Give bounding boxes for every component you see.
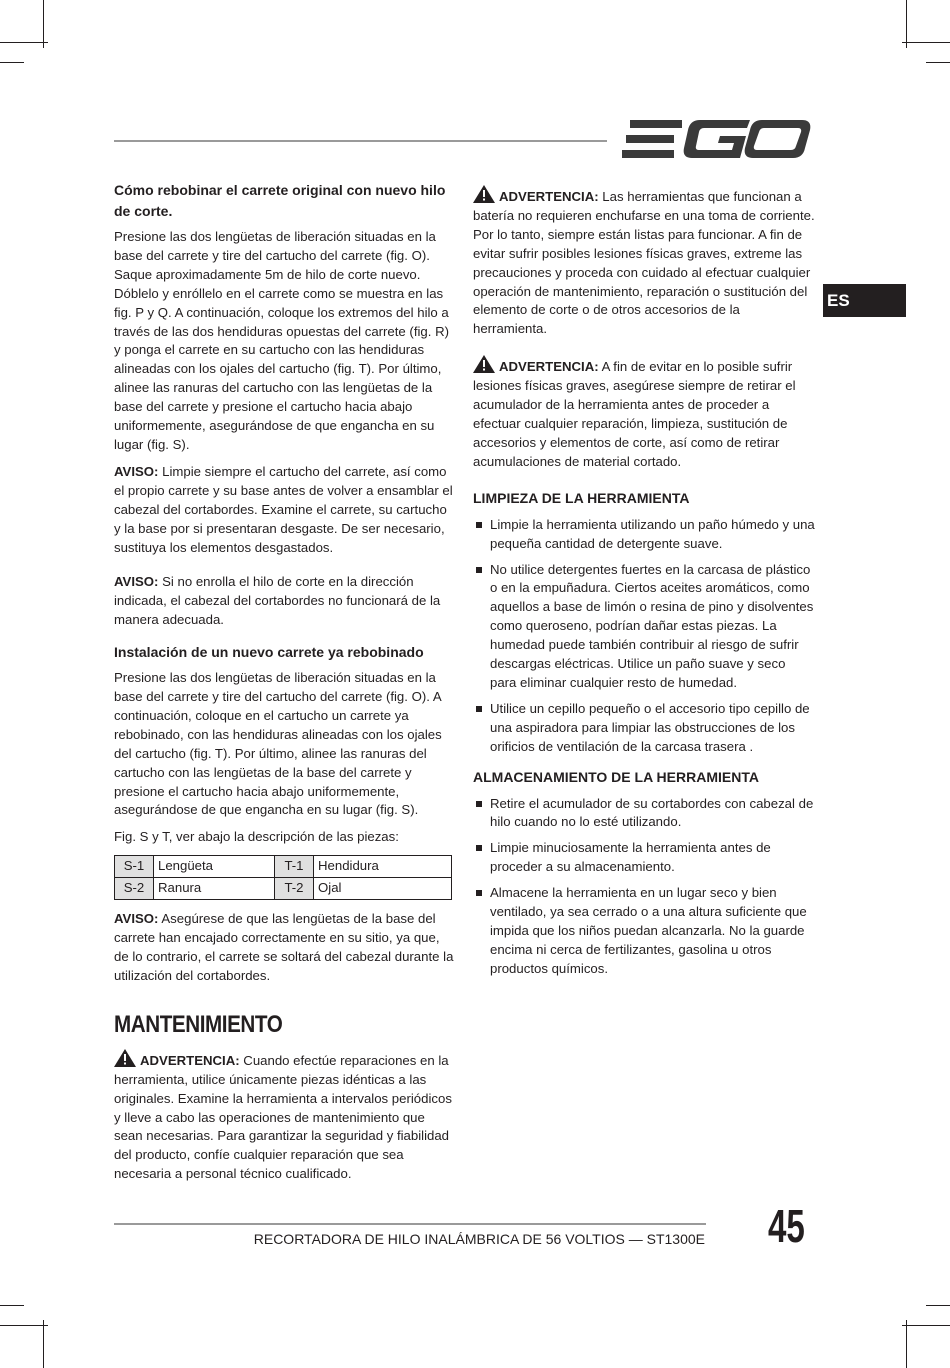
crop-mark	[0, 42, 48, 43]
fig-caption: Fig. S y T, ver abajo la descripción de las piezas:	[114, 829, 399, 845]
rewind-heading: Cómo rebobinar el carrete original con nuevo hilo de corte.	[114, 182, 446, 219]
part-name: Ranura	[154, 878, 275, 900]
crop-mark	[926, 1305, 950, 1306]
crop-mark	[906, 0, 907, 48]
ego-logo	[622, 118, 812, 162]
storage-heading: ALMACENAMIENTO DE LA HERRAMIENTA	[473, 768, 759, 785]
crop-mark	[902, 42, 950, 43]
warning-1	[473, 185, 815, 339]
warning-maint	[114, 1049, 454, 1184]
warning-label: ADVERTENCIA:	[499, 359, 599, 375]
part-name: Lengüeta	[154, 856, 275, 878]
maintenance-heading: MANTENIMIENTO	[114, 1010, 283, 1038]
crop-mark	[926, 62, 950, 63]
aviso-text: Limpie siempre el cartucho del carrete, así como el propio carrete y su base antes de volver a ensamblar el cabezal del cortabordes. Examine el carrete, su cartucho y la base por si presentaran desgaste. De ser necesario, sustituya los elementos desgastados.	[114, 463, 453, 555]
right-column	[473, 185, 815, 989]
warning-text: A fin de evitar en lo posible sufrir lesiones físicas graves, asegúrese siempre de retirar el acumulador de la herramienta antes de proceder a efectuar cualquier reparación, limpieza, sustitución de accesorios y elementos de corte, así como de retirar acumulaciones de material cortado.	[473, 359, 796, 469]
rewind-text: Presione las dos lengüetas de liberación situadas en la base del carrete y tire del cartucho del carrete (fig. O). Saque aproximadamente 5m de hilo de corte nuevo. Dóblelo y enróllelo en el carrete como se muestra en las fig. P y Q. A continuación, coloque los extremos del hilo a través de las dos hendiduras opuestas del carrete (fig. R) y ponga el carrete en su cartucho con las hendiduras alineadas con los ojales del cartucho (fig. T). Por último, alinee las ranuras del cartucho con las lengüetas de la base del carrete y presione el cartucho hacia abajo uniformemente, asegurándose de que engancha en su lugar (fig. S).	[114, 229, 449, 452]
warning-text: Las herramientas que funcionan a batería no requieren enchufarse en una toma de corriente. Por lo tanto, siempre están listas para funcionar. A fin de evitar sufrir posibles lesiones físicas graves, extreme las precauciones y proceda con cuidado al efectuar cualquier operación de mantenimiento, reparación o sustitución del elemento de corte o de otros accesorios de la herramienta.	[473, 189, 815, 337]
warning-icon	[473, 185, 495, 203]
list-item: Utilice un cepillo pequeño o el accesorio tipo cepillo de una aspiradora para limpiar las obstrucciones de los orificios de ventilación de la carcasa trasera .	[473, 700, 815, 757]
install-heading: Instalación de un nuevo carrete ya rebobinado	[114, 644, 424, 661]
crop-mark	[0, 1325, 48, 1326]
cleaning-heading: LIMPIEZA DE LA HERRAMIENTA	[473, 489, 690, 506]
aviso-1	[114, 463, 454, 558]
part-name: Ojal	[314, 878, 452, 900]
aviso-2	[114, 573, 454, 630]
part-code: S-2	[115, 878, 154, 900]
list-item: Retire el acumulador de su cortabordes con cabezal de hilo cuando no lo esté utilizando.	[473, 795, 815, 833]
part-code: T-2	[275, 878, 314, 900]
aviso-label: AVISO:	[114, 463, 159, 479]
parts-table	[114, 855, 452, 900]
crop-mark	[43, 0, 44, 48]
storage-list	[473, 795, 815, 979]
aviso-text: Si no enrolla el hilo de corte en la dirección indicada, el cabezal del cortabordes no funcionará de la manera adecuada.	[114, 574, 441, 628]
footer-rule	[114, 1223, 706, 1225]
part-code: S-1	[115, 856, 154, 878]
list-item: No utilice detergentes fuertes en la carcasa de plástico o en la empuñadura. Ciertos aceites aromáticos, como aquellos a base de limón o resina de pino y disolventes como queroseno, podrían dañar estas piezas. La humedad puede también contribuir al riesgo de sufrir descargas eléctricas. Utilice un paño suave y seco para eliminar cualquier resto de humedad.	[473, 561, 815, 693]
list-item: Limpie minuciosamente la herramienta antes de proceder a su almacenamiento.	[473, 839, 815, 877]
warning-label: ADVERTENCIA:	[140, 1052, 240, 1068]
footer-title: RECORTADORA DE HILO INALÁMBRICA DE 56 VOLTIOS — ST1300E	[253, 1231, 705, 1247]
language-tab: ES	[823, 284, 906, 317]
warning-icon	[473, 355, 495, 373]
crop-mark	[906, 1320, 907, 1368]
part-name: Hendidura	[314, 856, 452, 878]
crop-mark	[0, 62, 24, 63]
list-item: Almacene la herramienta en un lugar seco y bien ventilado, ya sea cerrado o a una altura suficiente que impida que los niños puedan alcanzarla. No la guarde encima ni cerca de fertilizantes, gasolina u otros productos químicos.	[473, 884, 815, 979]
part-code: T-1	[275, 856, 314, 878]
aviso-label: AVISO:	[114, 574, 159, 590]
page-number: 45	[768, 1200, 805, 1252]
warning-icon	[114, 1049, 136, 1067]
warning-2	[473, 355, 815, 471]
left-column	[114, 180, 454, 1192]
table-row	[115, 856, 452, 878]
warning-text: Cuando efectúe reparaciones en la herramienta, utilice únicamente piezas idénticas a las originales. Examine la herramienta a intervalos periódicos y lleve a cabo las operaciones de mantenimiento que sean necesarias. Para garantizar la seguridad y fiabilidad del producto, confíe cualquier reparación que sea necesaria a personal técnico cualificado.	[114, 1052, 452, 1182]
aviso-label: AVISO:	[114, 911, 159, 927]
table-row	[115, 878, 452, 900]
list-item: Limpie la herramienta utilizando un paño húmedo y una pequeña cantidad de detergente suave.	[473, 516, 815, 554]
install-text: Presione las dos lengüetas de liberación situadas en la base del carrete y tire del cartucho del carrete (fig. O). A continuación, coloque en el cartucho un carrete ya rebobinado, con las hendiduras alineadas con los ojales del cartucho (fig. T). Por último, alinee las ranuras del cartucho con las lengüetas de la base del carrete y presione el cartucho hacia abajo uniformemente, asegurándose de que engancha en su lugar (fig. S).	[114, 670, 442, 818]
header-rule	[114, 140, 607, 142]
aviso-3	[114, 910, 454, 986]
crop-mark	[0, 1305, 24, 1306]
warning-label: ADVERTENCIA:	[499, 189, 599, 204]
cleaning-list	[473, 516, 815, 757]
crop-mark	[43, 1320, 44, 1368]
crop-mark	[902, 1325, 950, 1326]
aviso-text: Asegúrese de que las lengüetas de la base del carrete han encajado correctamente en su sitio, ya que, de lo contrario, el carrete se soltará del cabezal durante la utilización del cortabordes.	[114, 911, 454, 983]
